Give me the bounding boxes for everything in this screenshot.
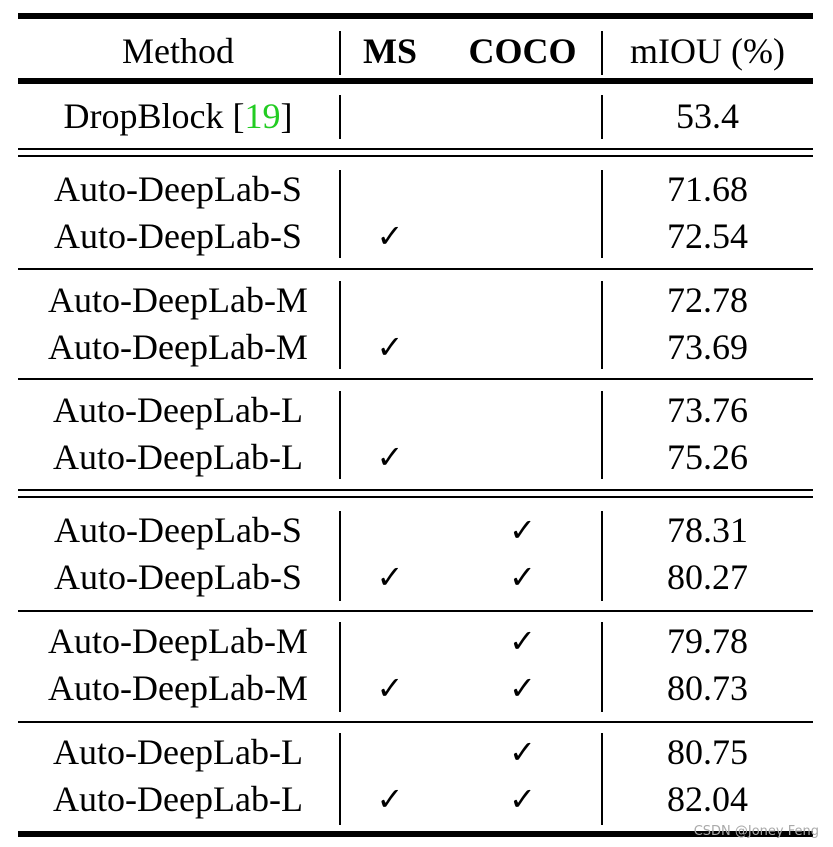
column-separator: [601, 281, 603, 369]
row-method: Auto-DeepLab-L: [53, 390, 303, 430]
row-miou: 75.26: [667, 437, 748, 477]
row-method: Auto-DeepLab-M: [48, 621, 308, 661]
baseline-miou: 53.4: [676, 96, 739, 136]
row-miou: 71.68: [667, 169, 748, 209]
citation-link[interactable]: 19: [244, 96, 281, 136]
double-rule-b-bottom: [18, 496, 813, 498]
header-miou: mIOU (%): [630, 31, 785, 71]
row-miou: 80.73: [667, 668, 748, 708]
header-method: Method: [122, 31, 234, 71]
baseline-method-bracket: ]: [280, 96, 293, 136]
coco-empty: [445, 166, 600, 212]
group-rule: [18, 721, 813, 723]
ms-check-icon: ✓: [376, 780, 404, 818]
baseline-method-label: DropBlock [: [63, 96, 245, 136]
row-miou: 73.76: [667, 390, 748, 430]
row-method: Auto-DeepLab-M: [48, 668, 308, 708]
ms-empty: [340, 618, 440, 664]
coco-empty: [445, 434, 600, 480]
row-method: Auto-DeepLab-L: [53, 732, 303, 772]
ms-check-icon: ✓: [376, 217, 404, 255]
coco-empty: [445, 213, 600, 259]
coco-check-icon: ✓: [509, 780, 536, 818]
ms-check-icon: ✓: [376, 328, 404, 366]
header-coco: COCO: [468, 31, 577, 71]
coco-check-icon: ✓: [509, 733, 536, 771]
row-method: Auto-DeepLab-S: [54, 169, 302, 209]
row-method: Auto-DeepLab-S: [54, 557, 302, 597]
double-rule-a-bottom: [18, 155, 813, 157]
row-miou: 73.69: [667, 327, 748, 367]
row-method: Auto-DeepLab-L: [53, 437, 303, 477]
row-method: Auto-DeepLab-L: [53, 779, 303, 819]
coco-check-icon: ✓: [509, 622, 536, 660]
coco-empty: [445, 324, 600, 370]
column-separator: [339, 95, 341, 139]
double-rule-a-top: [18, 148, 813, 150]
row-miou: 78.31: [667, 510, 748, 550]
row-miou: 72.78: [667, 280, 748, 320]
ms-check-icon: ✓: [376, 669, 404, 707]
group-rule: [18, 378, 813, 380]
group-rule: [18, 268, 813, 270]
column-separator: [601, 733, 603, 825]
coco-check-icon: ✓: [509, 669, 536, 707]
coco-check-icon: ✓: [509, 558, 536, 596]
column-separator: [601, 31, 603, 75]
ms-check-icon: ✓: [376, 438, 404, 476]
coco-check-icon: ✓: [509, 511, 536, 549]
row-method: Auto-DeepLab-M: [48, 327, 308, 367]
column-separator: [601, 391, 603, 479]
baseline-method: [18, 93, 338, 139]
ms-empty: [340, 387, 440, 433]
watermark: CSDN @Joney Feng: [693, 824, 819, 839]
row-method: Auto-DeepLab-S: [54, 510, 302, 550]
row-method: Auto-DeepLab-S: [54, 216, 302, 256]
row-method: Auto-DeepLab-M: [48, 280, 308, 320]
column-separator: [601, 170, 603, 258]
row-miou: 80.75: [667, 732, 748, 772]
header-rule: [18, 78, 813, 84]
header-ms: MS: [363, 31, 417, 71]
coco-empty: [445, 277, 600, 323]
double-rule-b-top: [18, 489, 813, 491]
row-miou: 82.04: [667, 779, 748, 819]
ms-empty: [340, 507, 440, 553]
ms-empty: [340, 277, 440, 323]
row-miou: 72.54: [667, 216, 748, 256]
column-separator: [601, 511, 603, 601]
coco-empty: [445, 387, 600, 433]
ms-empty: [340, 166, 440, 212]
row-miou: 80.27: [667, 557, 748, 597]
top-rule: [18, 13, 813, 19]
ms-empty: [340, 729, 440, 775]
ms-check-icon: ✓: [376, 558, 404, 596]
group-rule: [18, 610, 813, 612]
row-miou: 79.78: [667, 621, 748, 661]
column-separator: [601, 622, 603, 712]
column-separator: [601, 95, 603, 139]
